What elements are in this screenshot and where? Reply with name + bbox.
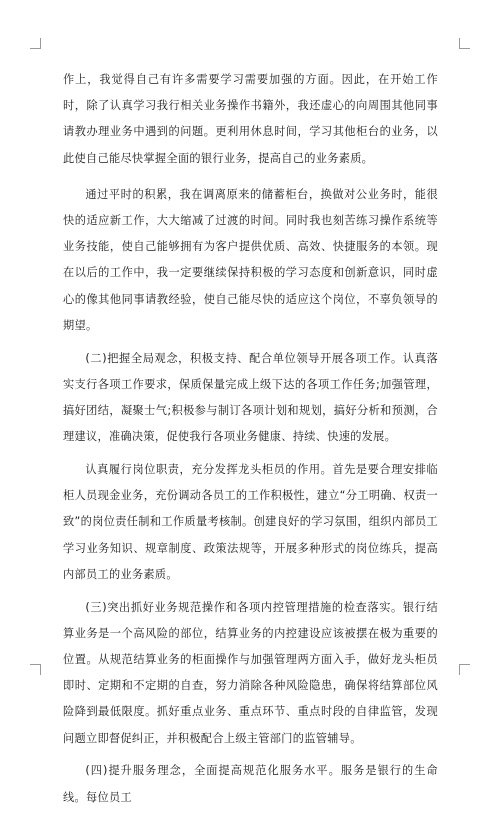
- paragraph-6: (四)提升服务理念，全面提高规范化服务水平。服务是银行的生命线。每位员工: [63, 764, 438, 804]
- paragraph-1: 作上，我觉得自己有许多需要学习需要加强的方面。因此，在开始工作时，除了认真学习我行相关业务操作书籍外，我还虚心的向周围其他同事请教办理业务中遇到的问题。更利用休息时间，学习其他柜台的业务，以此使自己能尽快掌握全面的银行业务，提高自己的业务素质。: [63, 73, 438, 165]
- crop-mark-bottom-left: [30, 664, 41, 675]
- paragraph-2: 通过平时的积累，我在调离原来的储蓄柜台，换做对公业务时，能很快的适应新工作，大大缩减了过渡的时间。同时我也刻苦练习操作系统等业务技能，使自己能够拥有为客户提供优质、高效、快捷服务的本领。现在以后的工作中，我一定要继续保持积极的学习态度和创新意识，同时虚心的像其他同事请教经验，使自己能尽快的适应这个岗位，不辜负领导的期望。: [63, 187, 438, 332]
- crop-mark-top-left: [30, 38, 41, 49]
- document-body: [63, 67, 438, 817]
- crop-mark-top-right: [459, 38, 470, 49]
- crop-mark-bottom-right: [459, 664, 470, 675]
- paragraph-5: (三)突出抓好业务规范操作和各项内控管理措施的检查落实。银行结算业务是一个高风险的部位，结算业务的内控建设应该被摆在极为重要的位置。从规范结算业务的柜面操作与加强管理两方面入手，做好龙头柜员即时、定期和不定期的自查，努力消除各种风险隐患，确保将结算部位风险降到最低限度。抓好重点业务、重点环节、重点时段的自律监管，发现问题立即督促纠正，并积极配合上级主管部门的监管辅导。: [63, 600, 438, 745]
- paragraph-3: (二)把握全局观念，积极支持、配合单位领导开展各项工作。认真落实支行各项工作要求，保质保量完成上级下达的各项工作任务;加强管理，搞好团结，凝聚士气;积极参与制订各项计划和规划，搞好分析和预测，合理建议，准确决策，促使我行各项业务健康、持续、快速的发展。: [63, 351, 438, 444]
- paragraph-4: 认真履行岗位职责，充分发挥龙头柜员的作用。首先是要合理安排临柜人员现金业务，充份调动各员工的工作积极性，建立“分工明确、权责一致”的岗位责任制和工作质量考核制。创建良好的学习氛围，组织内部员工学习业务知识、规章制度、政策法规等，开展多种形式的岗位练兵，提高内部员工的业务素质。: [63, 463, 438, 581]
